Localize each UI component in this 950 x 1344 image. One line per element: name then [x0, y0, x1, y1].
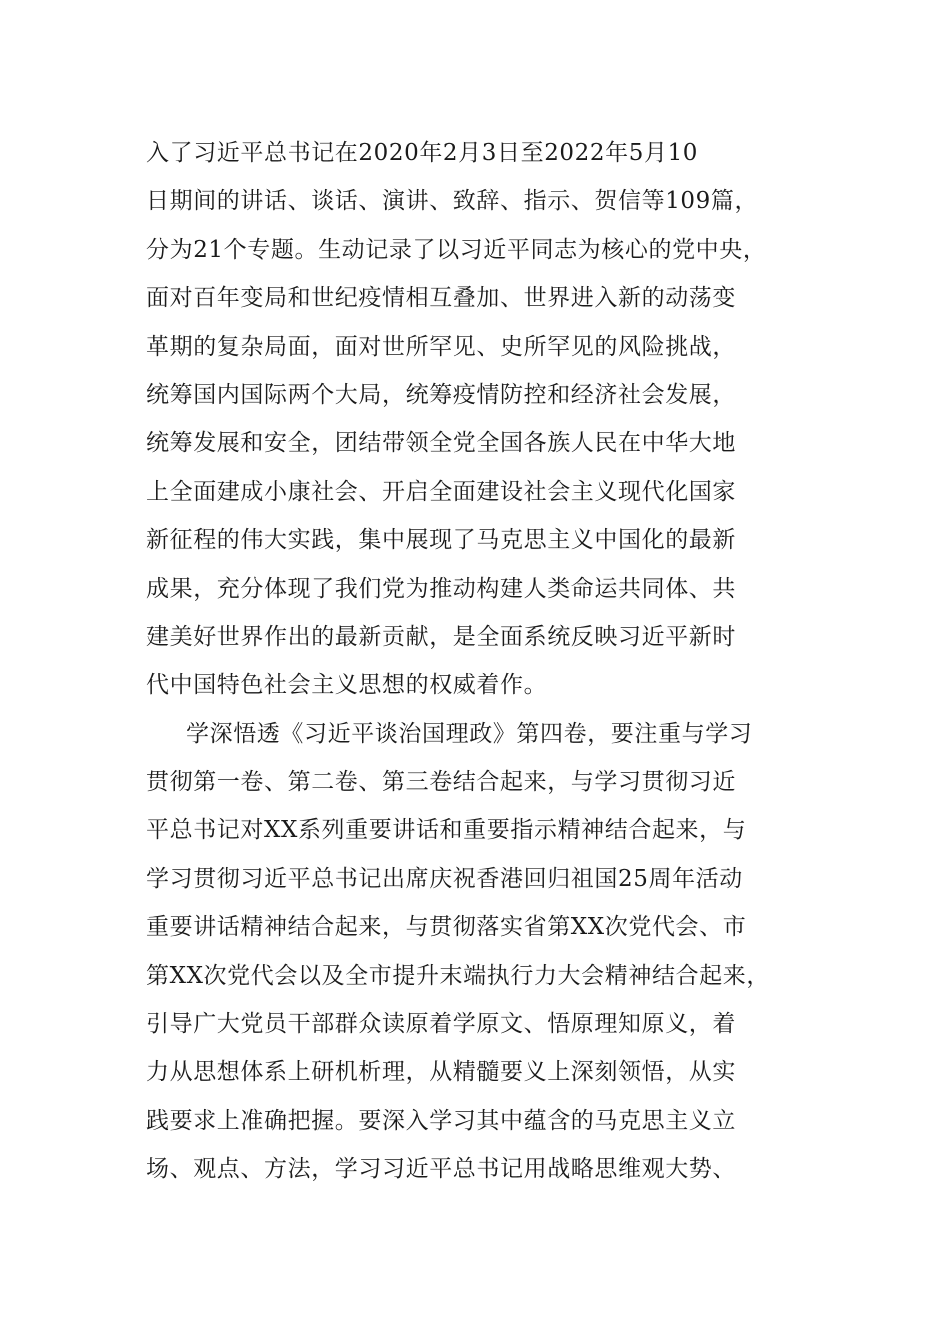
text-line: 日期间的讲话、谈话、演讲、致辞、指示、贺信等109篇， — [146, 188, 759, 215]
text-line: 统筹国内国际两个大局，统筹疫情防控和经济社会发展， — [146, 381, 736, 408]
text-line: 面对百年变局和世纪疫情相互叠加、世界进入新的动荡变 — [146, 285, 736, 312]
text-line: 重要讲话精神结合起来，与贯彻落实省第XX次党代会、市 — [146, 914, 747, 941]
paragraph-2 — [146, 710, 826, 1194]
text-line: 平总书记对XX系列重要讲话和重要指示精神结合起来，与 — [146, 817, 747, 844]
text-line: 上全面建成小康社会、开启全面建设社会主义现代化国家 — [146, 478, 736, 505]
body-text — [146, 129, 826, 1194]
text-line: 践要求上准确把握。要深入学习其中蕴含的马克思主义立 — [146, 1107, 736, 1134]
text-line: 场、观点、方法，学习习近平总书记用战略思维观大势、 — [146, 1156, 736, 1183]
text-line: 力从思想体系上研机析理，从精髓要义上深刻领悟，从实 — [146, 1059, 736, 1086]
text-line: 入了习近平总书记在2020年2月3日至2022年5月10 — [146, 140, 699, 166]
text-line: 统筹发展和安全，团结带领全党全国各族人民在中华大地 — [146, 430, 736, 457]
text-line: 革期的复杂局面，面对世所罕见、史所罕见的风险挑战， — [146, 333, 736, 360]
text-line: 第XX次党代会以及全市提升末端执行力大会精神结合起来， — [146, 962, 770, 989]
text-line: 新征程的伟大实践，集中展现了马克思主义中国化的最新 — [146, 527, 736, 554]
paragraph-1 — [146, 129, 826, 710]
text-line: 成果，充分体现了我们党为推动构建人类命运共同体、共 — [146, 575, 736, 602]
text-line: 代中国特色社会主义思想的权威着作。 — [146, 672, 548, 699]
text-line: 分为21个专题。生动记录了以习近平同志为核心的党中央， — [146, 236, 767, 263]
text-line: 建美好世界作出的最新贡献，是全面系统反映习近平新时 — [146, 623, 736, 650]
text-line: 引导广大党员干部群众读原着学原文、悟原理知原义，着 — [146, 1011, 736, 1038]
text-line: 贯彻第一卷、第二卷、第三卷结合起来，与学习贯彻习近 — [146, 769, 736, 796]
text-line: 学习贯彻习近平总书记出席庆祝香港回归祖国25周年活动 — [146, 865, 743, 892]
text-line: 学深悟透《习近平谈治国理政》第四卷，要注重与学习 — [186, 720, 753, 747]
